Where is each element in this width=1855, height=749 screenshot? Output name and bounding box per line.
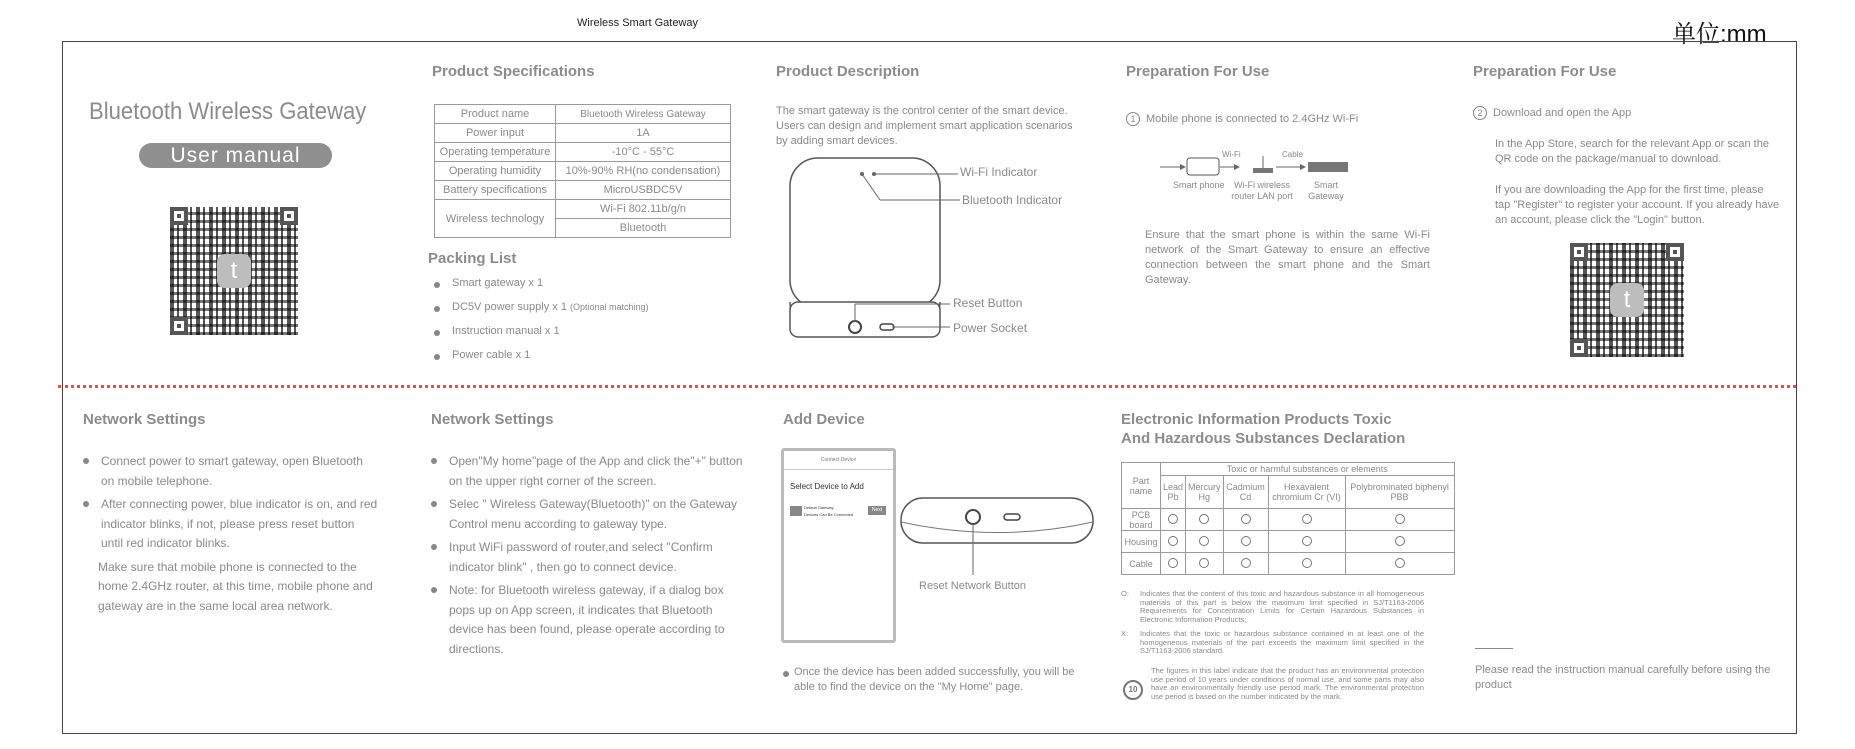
device-name: Default Gateway bbox=[804, 505, 834, 510]
spec-value: 10%-90% RH(no condensation) bbox=[556, 162, 731, 181]
compliant-mark bbox=[1199, 558, 1209, 568]
compliant-mark bbox=[1302, 536, 1312, 546]
compliant-mark bbox=[1199, 514, 1209, 524]
group-header: Toxic or harmful substances or elements bbox=[1161, 463, 1455, 476]
compliant-mark bbox=[1395, 558, 1405, 568]
device-icon bbox=[790, 506, 802, 516]
packing-list bbox=[434, 276, 694, 363]
x-note-text: Indicates that the toxic or hazardous substance contained in at least one of the homogeneous materials of the part exceeds the maximum limit specified in the SJ/T1163-2006 standard. bbox=[1140, 629, 1424, 655]
spec-value: -10°C - 55°C bbox=[556, 143, 731, 162]
compliant-mark bbox=[1302, 558, 1312, 568]
phone-status-bar: Connect Device bbox=[784, 451, 893, 470]
list-item: Once the device has been added successfully, you will be able to find the device on the "My Home" page. bbox=[783, 665, 1088, 695]
prep2-heading: Preparation For Use bbox=[1473, 63, 1617, 80]
list-item: Power cable x 1 bbox=[434, 348, 694, 363]
col-lead: Lead Pb bbox=[1161, 476, 1186, 509]
diagram-wifi-label: Wi-Fi bbox=[1222, 150, 1241, 159]
phone-screen-title: Select Device to Add bbox=[790, 482, 864, 491]
col-mercury: Mercury Hg bbox=[1186, 476, 1224, 509]
gateway-device-illustration bbox=[780, 152, 1080, 352]
back-note: Please read the instruction manual carefully before using the product bbox=[1475, 664, 1771, 691]
col-chromium: Hexavalent chromium Cr (VI) bbox=[1268, 476, 1345, 509]
specs-heading: Product Specifications bbox=[432, 63, 595, 80]
compliant-mark bbox=[1168, 536, 1178, 546]
compliant-mark bbox=[1241, 536, 1251, 546]
description-heading: Product Description bbox=[776, 63, 920, 80]
step-number: 1 bbox=[1126, 112, 1140, 126]
compliant-mark bbox=[1395, 536, 1405, 546]
diagram-cable-label: Cable bbox=[1282, 150, 1303, 159]
phone-mockup bbox=[781, 448, 896, 643]
hazard-heading-line1: Electronic Information Products Toxic bbox=[1121, 411, 1392, 428]
list-item: Connect power to smart gateway, open Bluetooth on mobile telephone. bbox=[83, 452, 378, 491]
spec-value: 1A bbox=[556, 124, 731, 143]
compliant-mark bbox=[1302, 514, 1312, 524]
device-sub: Devices Can Be Connected bbox=[804, 512, 854, 517]
gateway-side-illustration bbox=[898, 495, 1098, 585]
list-item: After connecting power, blue indicator is on, and red indicator blinks, if not, please press reset button until red indicator blinks. bbox=[83, 495, 378, 554]
compliant-mark bbox=[1241, 514, 1251, 524]
prep2-step bbox=[1473, 106, 1631, 121]
list-item: Instruction manual x 1 bbox=[434, 324, 694, 339]
spec-label: Product name bbox=[435, 105, 556, 124]
hazard-heading-line2: And Hazardous Substances Declaration bbox=[1121, 430, 1406, 447]
hazard-table bbox=[1121, 462, 1455, 575]
spec-label: Wireless technology bbox=[435, 200, 556, 238]
step-text: Mobile phone is connected to 2.4GHz Wi-Fi bbox=[1146, 113, 1359, 125]
app-logo-icon: t bbox=[1610, 283, 1644, 317]
o-mark: O: bbox=[1121, 589, 1129, 598]
network1-list bbox=[83, 452, 378, 616]
power-socket-label: Power Socket bbox=[953, 321, 1028, 335]
optional-note: (Optional matching) bbox=[570, 302, 649, 312]
phone-device-row bbox=[790, 504, 893, 520]
cover-title: Bluetooth Wireless Gateway bbox=[89, 98, 367, 125]
list-item: Open"My home"page of the App and click the"+" button on the upper right corner of the screen. bbox=[431, 452, 746, 491]
row-cable: Cable bbox=[1122, 553, 1161, 575]
next-button[interactable]: Next bbox=[868, 506, 886, 515]
spec-label: Operating temperature bbox=[435, 143, 556, 162]
diagram-gateway-label: Smart Gateway bbox=[1308, 180, 1344, 201]
wifi-indicator-label: Wi-Fi Indicator bbox=[960, 165, 1038, 179]
diagram-phone-label: Smart phone bbox=[1173, 180, 1225, 190]
compliant-mark bbox=[1241, 558, 1251, 568]
list-item bbox=[434, 300, 694, 315]
bluetooth-indicator-label: Bluetooth Indicator bbox=[962, 193, 1063, 207]
prep2-para1: In the App Store, search for the relevant App or scan the QR code on the package/manual to download. bbox=[1495, 138, 1769, 165]
network1-para: Make sure that mobile phone is connected to the home 2.4GHz router, at this time, mobile phone and gateway are in the same local area network. bbox=[98, 559, 373, 613]
step-text: Download and open the App bbox=[1493, 107, 1632, 119]
cover-badge: User manual bbox=[139, 143, 332, 168]
col-pbb: Polybrominated biphenyl PBB bbox=[1345, 476, 1454, 509]
row-housing: Housing bbox=[1122, 531, 1161, 553]
prep1-heading: Preparation For Use bbox=[1126, 63, 1270, 80]
col-cadmium: Cadmium Cd bbox=[1223, 476, 1268, 509]
list-item: Note: for Bluetooth wireless gateway, if a dialog box pops up on App screen, it indicates that Bluetooth device has been found, please operate according to directions. bbox=[431, 581, 746, 659]
reset-button-label: Reset Button bbox=[953, 296, 1023, 310]
add-device-note bbox=[783, 665, 1088, 695]
eco-note: The figures in this label indicate that the product has an environmental protection use period of 10 years under conditions of normal use, and some parts may also have an environmentally friendly use period mark. The environmental protection use period is based on the number indicated by the mark. bbox=[1151, 666, 1424, 701]
hazard-x-note bbox=[1121, 630, 1424, 656]
spec-value: Bluetooth bbox=[556, 219, 731, 238]
part-name-header: Part name bbox=[1122, 463, 1161, 509]
app-logo-icon: t bbox=[217, 254, 251, 288]
prep1-step bbox=[1126, 112, 1358, 127]
spec-value: Bluetooth Wireless Gateway bbox=[556, 105, 731, 124]
unit-label: 单位:mm bbox=[1672, 21, 1767, 48]
prep1-note: Ensure that the smart phone is within the same Wi-Fi network of the Smart Gateway to ensure an effective connection between the smart phone and the Smart Gateway. bbox=[1145, 229, 1430, 286]
spec-label: Power input bbox=[435, 124, 556, 143]
list-item: Input WiFi password of router,and select "Confirm indicator blink" , then go to connect device. bbox=[431, 538, 746, 577]
list-item-text: DC5V power supply x 1 bbox=[452, 301, 567, 313]
list-item: Smart gateway x 1 bbox=[434, 276, 694, 291]
fold-line bbox=[58, 385, 1796, 388]
spec-value: MicroUSBDC5V bbox=[556, 181, 731, 200]
compliant-mark bbox=[1395, 514, 1405, 524]
list-item: Selec " Wireless Gateway(Bluetooth)" on the Gateway Control menu according to gateway type. bbox=[431, 495, 746, 534]
specs-table bbox=[434, 104, 731, 238]
prep2-para2: If you are downloading the App for the first time, please tap "Register" to register your account. If you already have an account, please click the "Login" button. bbox=[1495, 184, 1780, 226]
app-qr-code bbox=[1570, 243, 1684, 357]
eco-label-icon: 10 bbox=[1123, 680, 1143, 700]
hazard-heading bbox=[1121, 410, 1405, 448]
compliant-mark bbox=[1168, 514, 1178, 524]
o-note-text: Indicates that the content of this toxic and hazardous substance in all homogeneous materials of this part is below the maximum limit specified in SJ/T1163-2006 Requirements for Concentration Limits for Certain Hazardous Substances in Electronic Information Products; bbox=[1140, 589, 1424, 624]
diagram-router-label: Wi-Fi wireless router LAN port bbox=[1231, 180, 1293, 201]
row-pcb: PCB board bbox=[1122, 509, 1161, 531]
add-device-heading: Add Device bbox=[783, 411, 865, 428]
step-number: 2 bbox=[1473, 106, 1487, 120]
spec-label: Battery specifications bbox=[435, 181, 556, 200]
compliant-mark bbox=[1168, 558, 1178, 568]
connection-diagram bbox=[1160, 150, 1360, 180]
packing-heading: Packing List bbox=[428, 250, 517, 267]
back-divider bbox=[1475, 648, 1513, 649]
hazard-o-note bbox=[1121, 590, 1424, 624]
doc-title: Wireless Smart Gateway bbox=[577, 17, 699, 29]
spec-label: Operating humidity bbox=[435, 162, 556, 181]
description-text: The smart gateway is the control center of the smart device. Users can design and implement smart application scenarios by adding smart devices. bbox=[776, 105, 1073, 147]
spec-value: Wi-Fi 802.11b/g/n bbox=[556, 200, 731, 219]
network2-heading: Network Settings bbox=[431, 411, 554, 428]
compliant-mark bbox=[1199, 536, 1209, 546]
x-mark: X: bbox=[1121, 629, 1129, 638]
reset-network-label: Reset Network Button bbox=[919, 580, 1026, 592]
network2-list bbox=[431, 452, 746, 659]
cover-qr-code bbox=[170, 207, 298, 335]
network1-heading: Network Settings bbox=[83, 411, 206, 428]
